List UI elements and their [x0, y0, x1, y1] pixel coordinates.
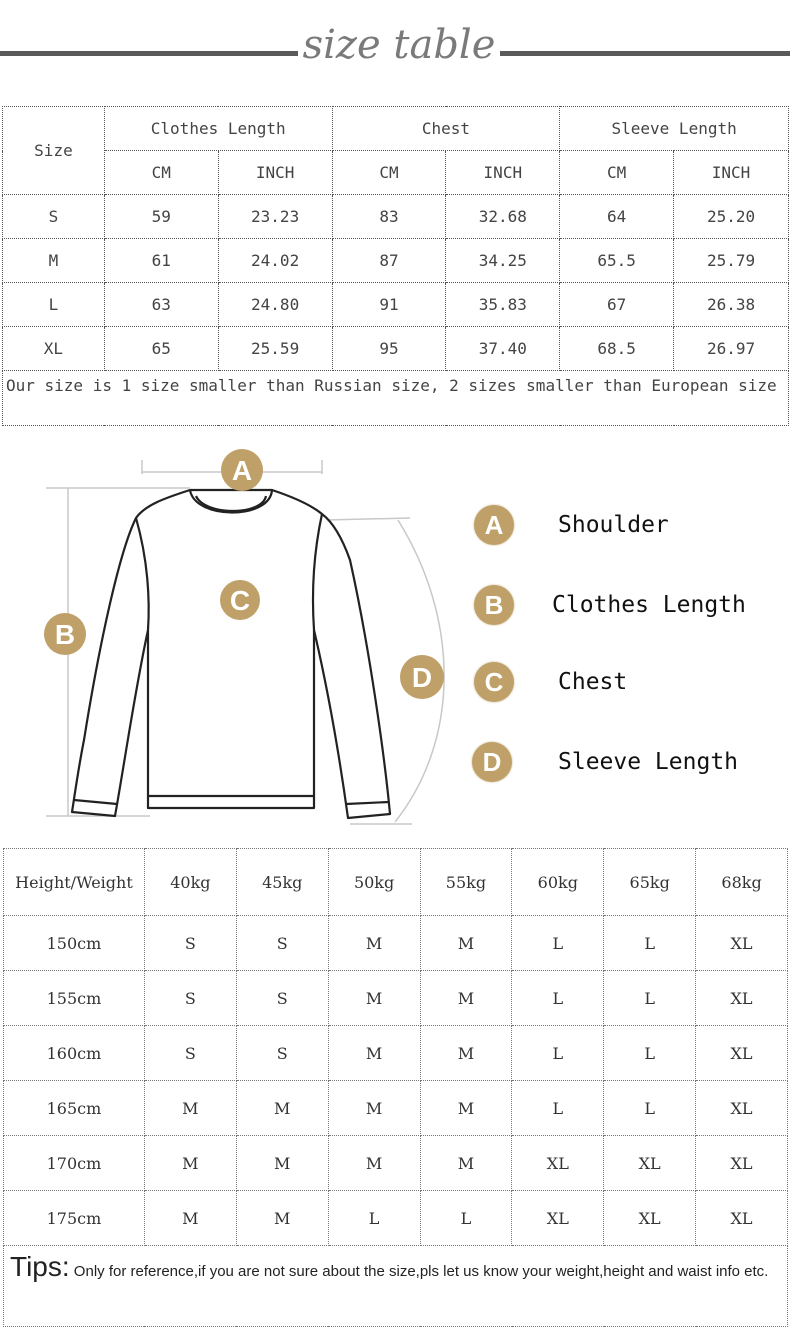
table-cell: XL: [3, 327, 105, 371]
page-header: [0, 0, 790, 100]
table-cell: 65: [104, 327, 218, 371]
table-cell: XL: [604, 1191, 696, 1246]
table-cell: XL: [696, 971, 788, 1026]
unit-header: CM: [560, 151, 674, 195]
table-cell: M: [420, 1081, 512, 1136]
corner-header-cell: Height/Weight: [4, 849, 145, 916]
table-cell: 24.80: [218, 283, 332, 327]
marker-d-label: D: [411, 662, 433, 693]
table-cell: 37.40: [446, 327, 560, 371]
table-cell: M: [236, 1191, 328, 1246]
table-cell: M: [328, 1026, 420, 1081]
tips-text: Only for reference,if you are not sure about the size,pls let us know your weight,height and waist info etc.: [69, 1263, 769, 1280]
table-row: [3, 283, 789, 327]
badge-d-icon: D: [472, 742, 512, 782]
table-cell: M: [328, 916, 420, 971]
table-cell: L: [604, 916, 696, 971]
table-cell: XL: [696, 1136, 788, 1191]
weight-header: 40kg: [144, 849, 236, 916]
table-cell: S: [236, 971, 328, 1026]
size-header-cell: Size: [3, 107, 105, 195]
table-row: [4, 971, 788, 1026]
table-cell: L: [604, 971, 696, 1026]
legend-item-sleeve-length: [472, 742, 738, 782]
table-cell: M: [144, 1136, 236, 1191]
table-cell: L: [604, 1081, 696, 1136]
table-cell: M: [236, 1136, 328, 1191]
badge-a-icon: A: [474, 505, 514, 545]
table-cell: 83: [332, 195, 446, 239]
table-row: [4, 1026, 788, 1081]
size-note-row: [3, 371, 789, 426]
unit-header: INCH: [674, 151, 789, 195]
marker-c-label: C: [229, 585, 251, 616]
table-cell: M: [236, 1081, 328, 1136]
table-cell: 65.5: [560, 239, 674, 283]
size-table: [2, 106, 789, 426]
table-cell: M: [420, 1136, 512, 1191]
size-note: Our size is 1 size smaller than Russian size, 2 sizes smaller than European size: [3, 371, 789, 426]
legend-label: Chest: [558, 669, 628, 695]
group-header-chest: Chest: [332, 107, 560, 151]
group-header-sleeve-length: Sleeve Length: [560, 107, 789, 151]
page-title: size table: [302, 22, 496, 68]
legend-label: Clothes Length: [552, 592, 746, 618]
marker-d-sleeve-icon: [400, 655, 444, 699]
table-cell: S: [144, 1026, 236, 1081]
fit-table: [3, 848, 788, 1327]
table-cell: M: [420, 1026, 512, 1081]
table-cell: M: [328, 1136, 420, 1191]
table-cell: S: [3, 195, 105, 239]
table-cell: XL: [696, 1191, 788, 1246]
unit-header: CM: [104, 151, 218, 195]
table-cell: S: [144, 971, 236, 1026]
table-cell: 63: [104, 283, 218, 327]
table-cell: 26.38: [674, 283, 789, 327]
marker-b-label: B: [54, 619, 76, 650]
table-cell: M: [144, 1191, 236, 1246]
badge-b-icon: B: [474, 585, 514, 625]
table-row: [4, 1136, 788, 1191]
table-cell: 68.5: [560, 327, 674, 371]
table-cell: L: [328, 1191, 420, 1246]
legend-item-shoulder: [474, 505, 669, 545]
table-cell: XL: [512, 1136, 604, 1191]
height-cell: 175cm: [4, 1191, 145, 1246]
table-cell: L: [512, 1081, 604, 1136]
legend-label: Shoulder: [558, 512, 669, 538]
table-cell: 25.20: [674, 195, 789, 239]
table-cell: M: [144, 1081, 236, 1136]
marker-c-chest-icon: [220, 580, 260, 620]
table-cell: L: [3, 283, 105, 327]
table-cell: M: [328, 971, 420, 1026]
unit-header: CM: [332, 151, 446, 195]
table-cell: S: [236, 916, 328, 971]
table-cell: L: [512, 971, 604, 1026]
table-cell: XL: [696, 1081, 788, 1136]
unit-header: INCH: [218, 151, 332, 195]
table-cell: L: [512, 916, 604, 971]
table-row: [3, 327, 789, 371]
marker-a-label: A: [231, 455, 253, 486]
table-cell: 26.97: [674, 327, 789, 371]
table-cell: XL: [696, 1026, 788, 1081]
table-cell: 95: [332, 327, 446, 371]
table-cell: 59: [104, 195, 218, 239]
table-cell: L: [604, 1026, 696, 1081]
size-table-group-row: [3, 107, 789, 151]
table-cell: 67: [560, 283, 674, 327]
weight-header: 55kg: [420, 849, 512, 916]
table-cell: 32.68: [446, 195, 560, 239]
sweater-illustration: [0, 440, 460, 840]
table-cell: 61: [104, 239, 218, 283]
height-cell: 150cm: [4, 916, 145, 971]
table-cell: 24.02: [218, 239, 332, 283]
table-cell: M: [420, 971, 512, 1026]
table-cell: 25.59: [218, 327, 332, 371]
table-cell: 91: [332, 283, 446, 327]
table-row: [3, 195, 789, 239]
table-cell: XL: [696, 916, 788, 971]
table-cell: M: [3, 239, 105, 283]
table-cell: M: [420, 916, 512, 971]
measurement-diagram: [0, 440, 790, 840]
table-cell: L: [420, 1191, 512, 1246]
legend-item-clothes-length: [474, 585, 746, 625]
height-cell: 170cm: [4, 1136, 145, 1191]
header-rule-left: [0, 51, 298, 56]
weight-header: 68kg: [696, 849, 788, 916]
marker-b-length-icon: [44, 613, 86, 655]
badge-c-icon: C: [474, 662, 514, 702]
height-cell: 155cm: [4, 971, 145, 1026]
table-cell: S: [236, 1026, 328, 1081]
table-row: [4, 1191, 788, 1246]
tips-row: [4, 1246, 788, 1327]
table-cell: XL: [604, 1136, 696, 1191]
legend-item-chest: [474, 662, 627, 702]
table-cell: 64: [560, 195, 674, 239]
weight-header: 65kg: [604, 849, 696, 916]
size-table-unit-row: [3, 151, 789, 195]
table-row: [4, 1081, 788, 1136]
table-cell: L: [512, 1026, 604, 1081]
table-cell: M: [328, 1081, 420, 1136]
table-cell: S: [144, 916, 236, 971]
marker-a-shoulder-icon: [221, 449, 263, 491]
table-cell: 35.83: [446, 283, 560, 327]
tips-label: Tips:: [10, 1251, 70, 1282]
header-rule-right: [500, 51, 790, 56]
height-cell: 160cm: [4, 1026, 145, 1081]
tips-cell: [4, 1246, 788, 1327]
legend-label: Sleeve Length: [558, 749, 739, 775]
table-row: [4, 916, 788, 971]
weight-header: 50kg: [328, 849, 420, 916]
weight-header: 60kg: [512, 849, 604, 916]
table-cell: 25.79: [674, 239, 789, 283]
table-cell: 87: [332, 239, 446, 283]
table-row: [3, 239, 789, 283]
group-header-clothes-length: Clothes Length: [104, 107, 332, 151]
table-cell: XL: [512, 1191, 604, 1246]
height-cell: 165cm: [4, 1081, 145, 1136]
unit-header: INCH: [446, 151, 560, 195]
table-cell: 23.23: [218, 195, 332, 239]
fit-table-header-row: [4, 849, 788, 916]
table-cell: 34.25: [446, 239, 560, 283]
weight-header: 45kg: [236, 849, 328, 916]
